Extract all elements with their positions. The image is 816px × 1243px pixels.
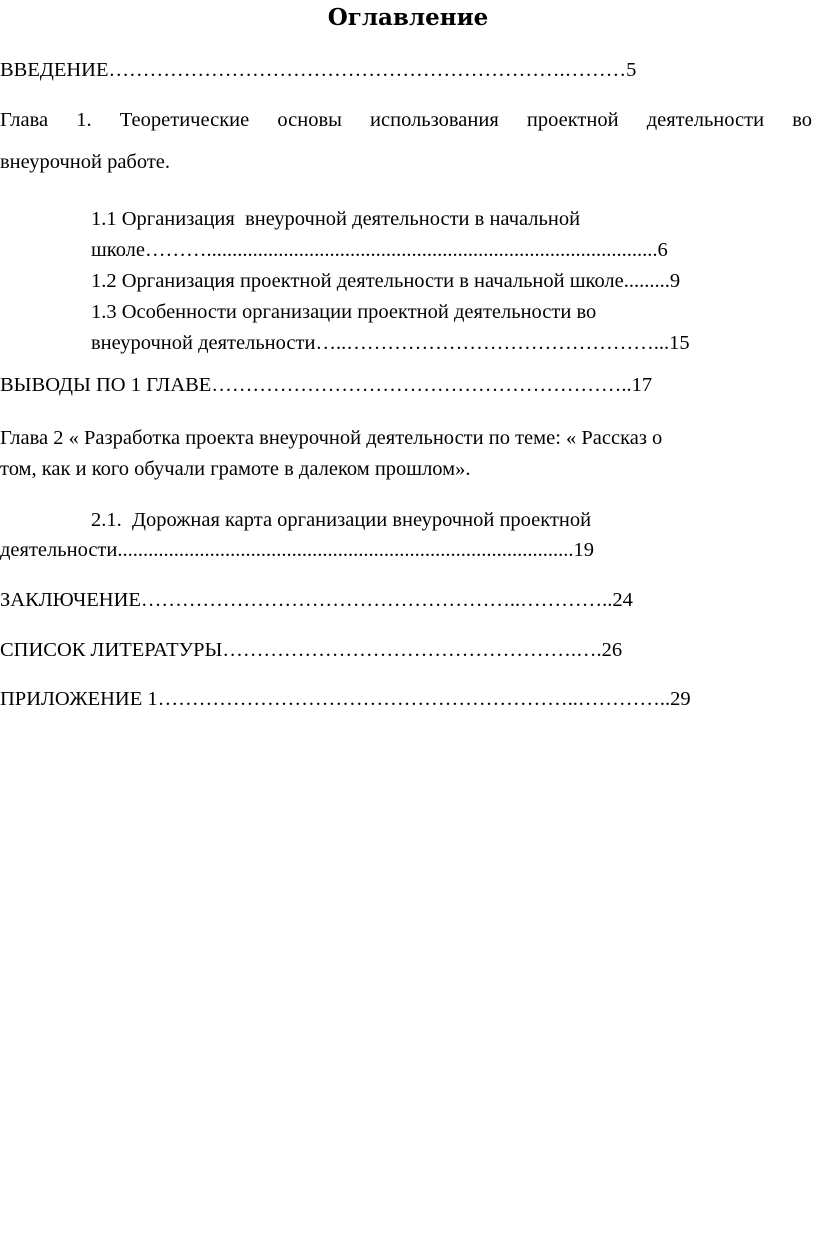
page-title: Оглавление — [327, 4, 489, 31]
toc-entry-appendix: ПРИЛОЖЕНИЕ 1……………………………………………………..…………..29 — [0, 688, 691, 710]
toc-entry-chapter2-line1: Глава 2 « Разработка проекта внеурочной деятельности по теме: « Рассказ о — [0, 427, 663, 449]
toc-entry-section-1-1-line1: 1.1 Организация внеурочной деятельности в начальной — [91, 208, 581, 230]
toc-entry-references: СПИСОК ЛИТЕРАТУРЫ…………………………………………….….26 — [0, 639, 623, 661]
toc-entry-conclusions-chapter1: ВЫВОДЫ ПО 1 ГЛАВЕ……………………………………………………..17 — [0, 374, 653, 396]
toc-entry-introduction: ВВЕДЕНИЕ………………………………………………………….………5 — [0, 59, 637, 81]
toc-entry-chapter2-line2: том, как и кого обучали грамоте в далеком прошлом». — [0, 458, 471, 480]
toc-entry-section-1-1-line2: школе………........................................................................................6 — [91, 239, 668, 261]
toc-entry-section-1-2: 1.2 Организация проектной деятельности в начальной школе.........9 — [91, 270, 681, 292]
toc-entry-section-2-1-line1: 2.1. Дорожная карта организации внеурочной проектной — [91, 509, 592, 531]
toc-entry-conclusion: ЗАКЛЮЧЕНИЕ………………………………………………..…………..24 — [0, 589, 633, 611]
toc-entry-section-1-3-line1: 1.3 Особенности организации проектной деятельности во — [91, 301, 597, 323]
toc-entry-section-2-1-line2: деятельности.........................................................................................19 — [0, 539, 594, 561]
toc-entry-section-1-3-line2: внеурочной деятельности…..………………………………………...15 — [91, 332, 690, 354]
toc-entry-chapter1-line2: внеурочной работе. — [0, 151, 171, 173]
toc-entry-chapter1-line1: Глава 1. Теоретические основы использования проектной деятельности во — [0, 109, 812, 131]
